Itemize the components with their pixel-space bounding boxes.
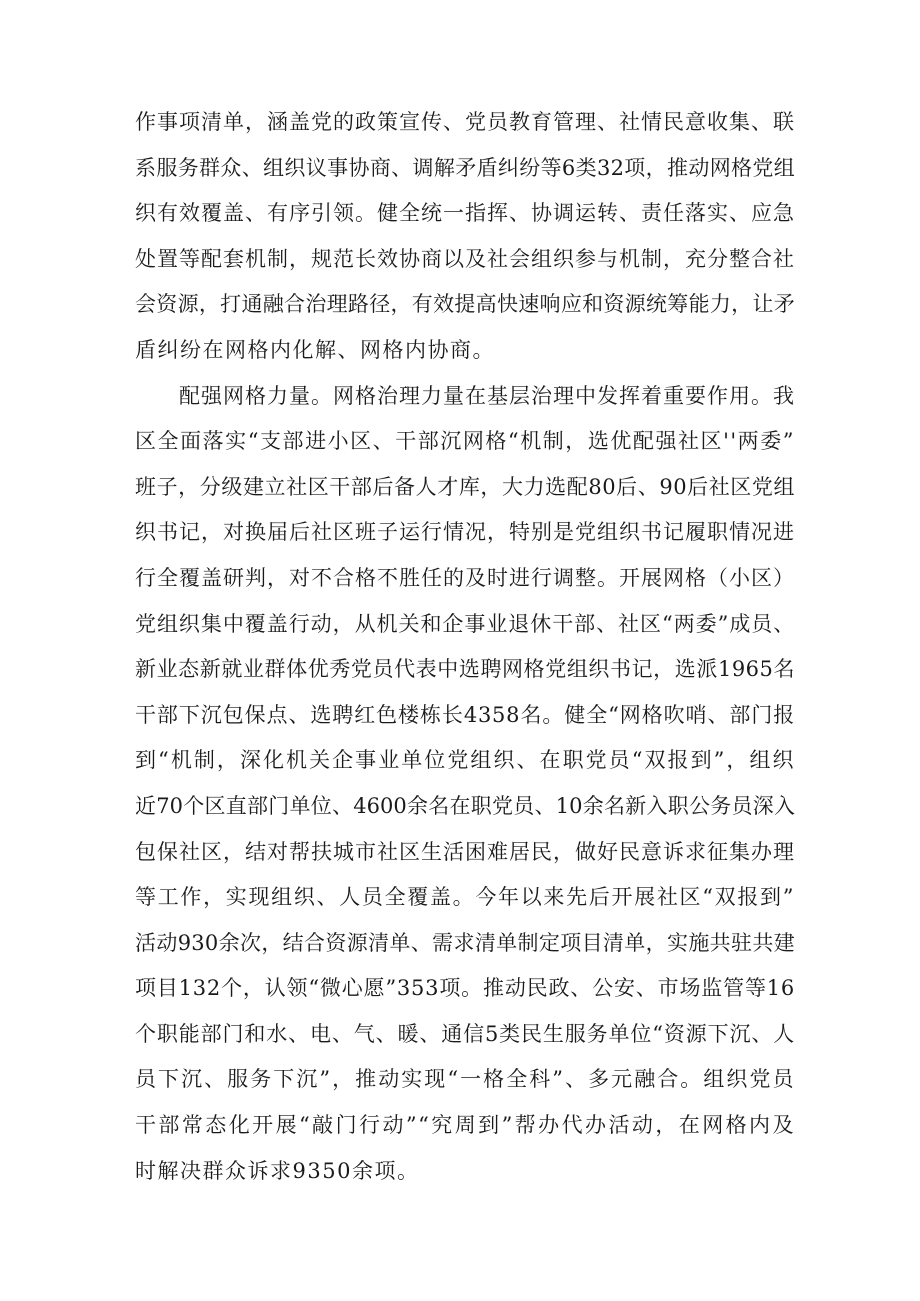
text-line: 区全面落实“支部进小区、干部沉网格“机制，选优配强社区''两委” [135,429,795,454]
text-line: 活动930余次，结合资源清单、需求清单制定项目清单，实施共驻共建 [135,930,795,955]
text-line: 会资源，打通融合治理路径，有效提高快速响应和资源统筹能力，让矛 [135,292,795,317]
text-line: 处置等配套机制，规范长效协商以及社会组织参与机制，充分整合社 [135,246,795,271]
text-line: 等工作，实现组织、人员全覆盖。今年以来先后开展社区“双报到” [135,885,795,910]
text-line: 系服务群众、组织议事协商、调解矛盾纠纷等6类32项，推动网格党组 [135,155,795,180]
text-line: 个职能部门和水、电、气、暖、通信5类民生服务单位“资源下沉、人 [135,1021,795,1046]
text-line: 新业态新就业群体优秀党员代表中选聘网格党组织书记，选派1965名 [135,657,795,682]
text-line: 盾纠纷在网格内化解、网格内协商。 [135,337,495,362]
text-line: 时解决群众诉求9350余项。 [135,1158,420,1183]
paragraph-1 [135,100,795,374]
text-line: 作事项清单，涵盖党的政策宣传、党员教育管理、社情民意收集、联 [135,110,795,134]
text-line: 干部常态化开展“敲门行动”“究周到”帮办代办活动，在网格内及 [135,1113,795,1138]
paragraph-heading-line: 配强网格力量。网格治理力量在基层治理中发挥着重要作用。我 [135,383,795,408]
text-line: 包保社区，结对帮扶城市社区生活困难居民，做好民意诉求征集办理 [135,839,795,864]
text-line: 近70个区直部门单位、4600余名在职党员、10余名新入职公务员深入 [135,793,795,818]
text-line: 行全覆盖研判，对不合格不胜任的及时进行调整。开展网格（小区） [135,565,795,590]
text-line: 党组织集中覆盖行动，从机关和企事业退休干部、社区“两委”成员、 [135,611,795,636]
text-line: 班子，分级建立社区干部后备人才库，大力选配80后、90后社区党组 [135,474,795,499]
text-line: 到“机制，深化机关企事业单位党组织、在职党员“双报到”，组织 [135,748,795,773]
text-line: 项目132个，认领“微心愿”353项。推动民政、公安、市场监管等16 [135,976,795,1001]
text-line: 干部下沉包保点、选聘红色楼栋长4358名。健全“网格吹哨、部门报 [135,702,795,727]
paragraph-2 [135,374,795,1195]
text-line: 织书记，对换届后社区班子运行情况，特别是党组织书记履职情况进 [135,520,795,545]
body-text [135,100,795,1194]
text-line: 员下沉、服务下沉”，推动实现“一格全科”、多元融合。组织党员 [135,1067,795,1092]
text-line: 织有效覆盖、有序引领。健全统一指挥、协调运转、责任落实、应急 [135,201,795,226]
